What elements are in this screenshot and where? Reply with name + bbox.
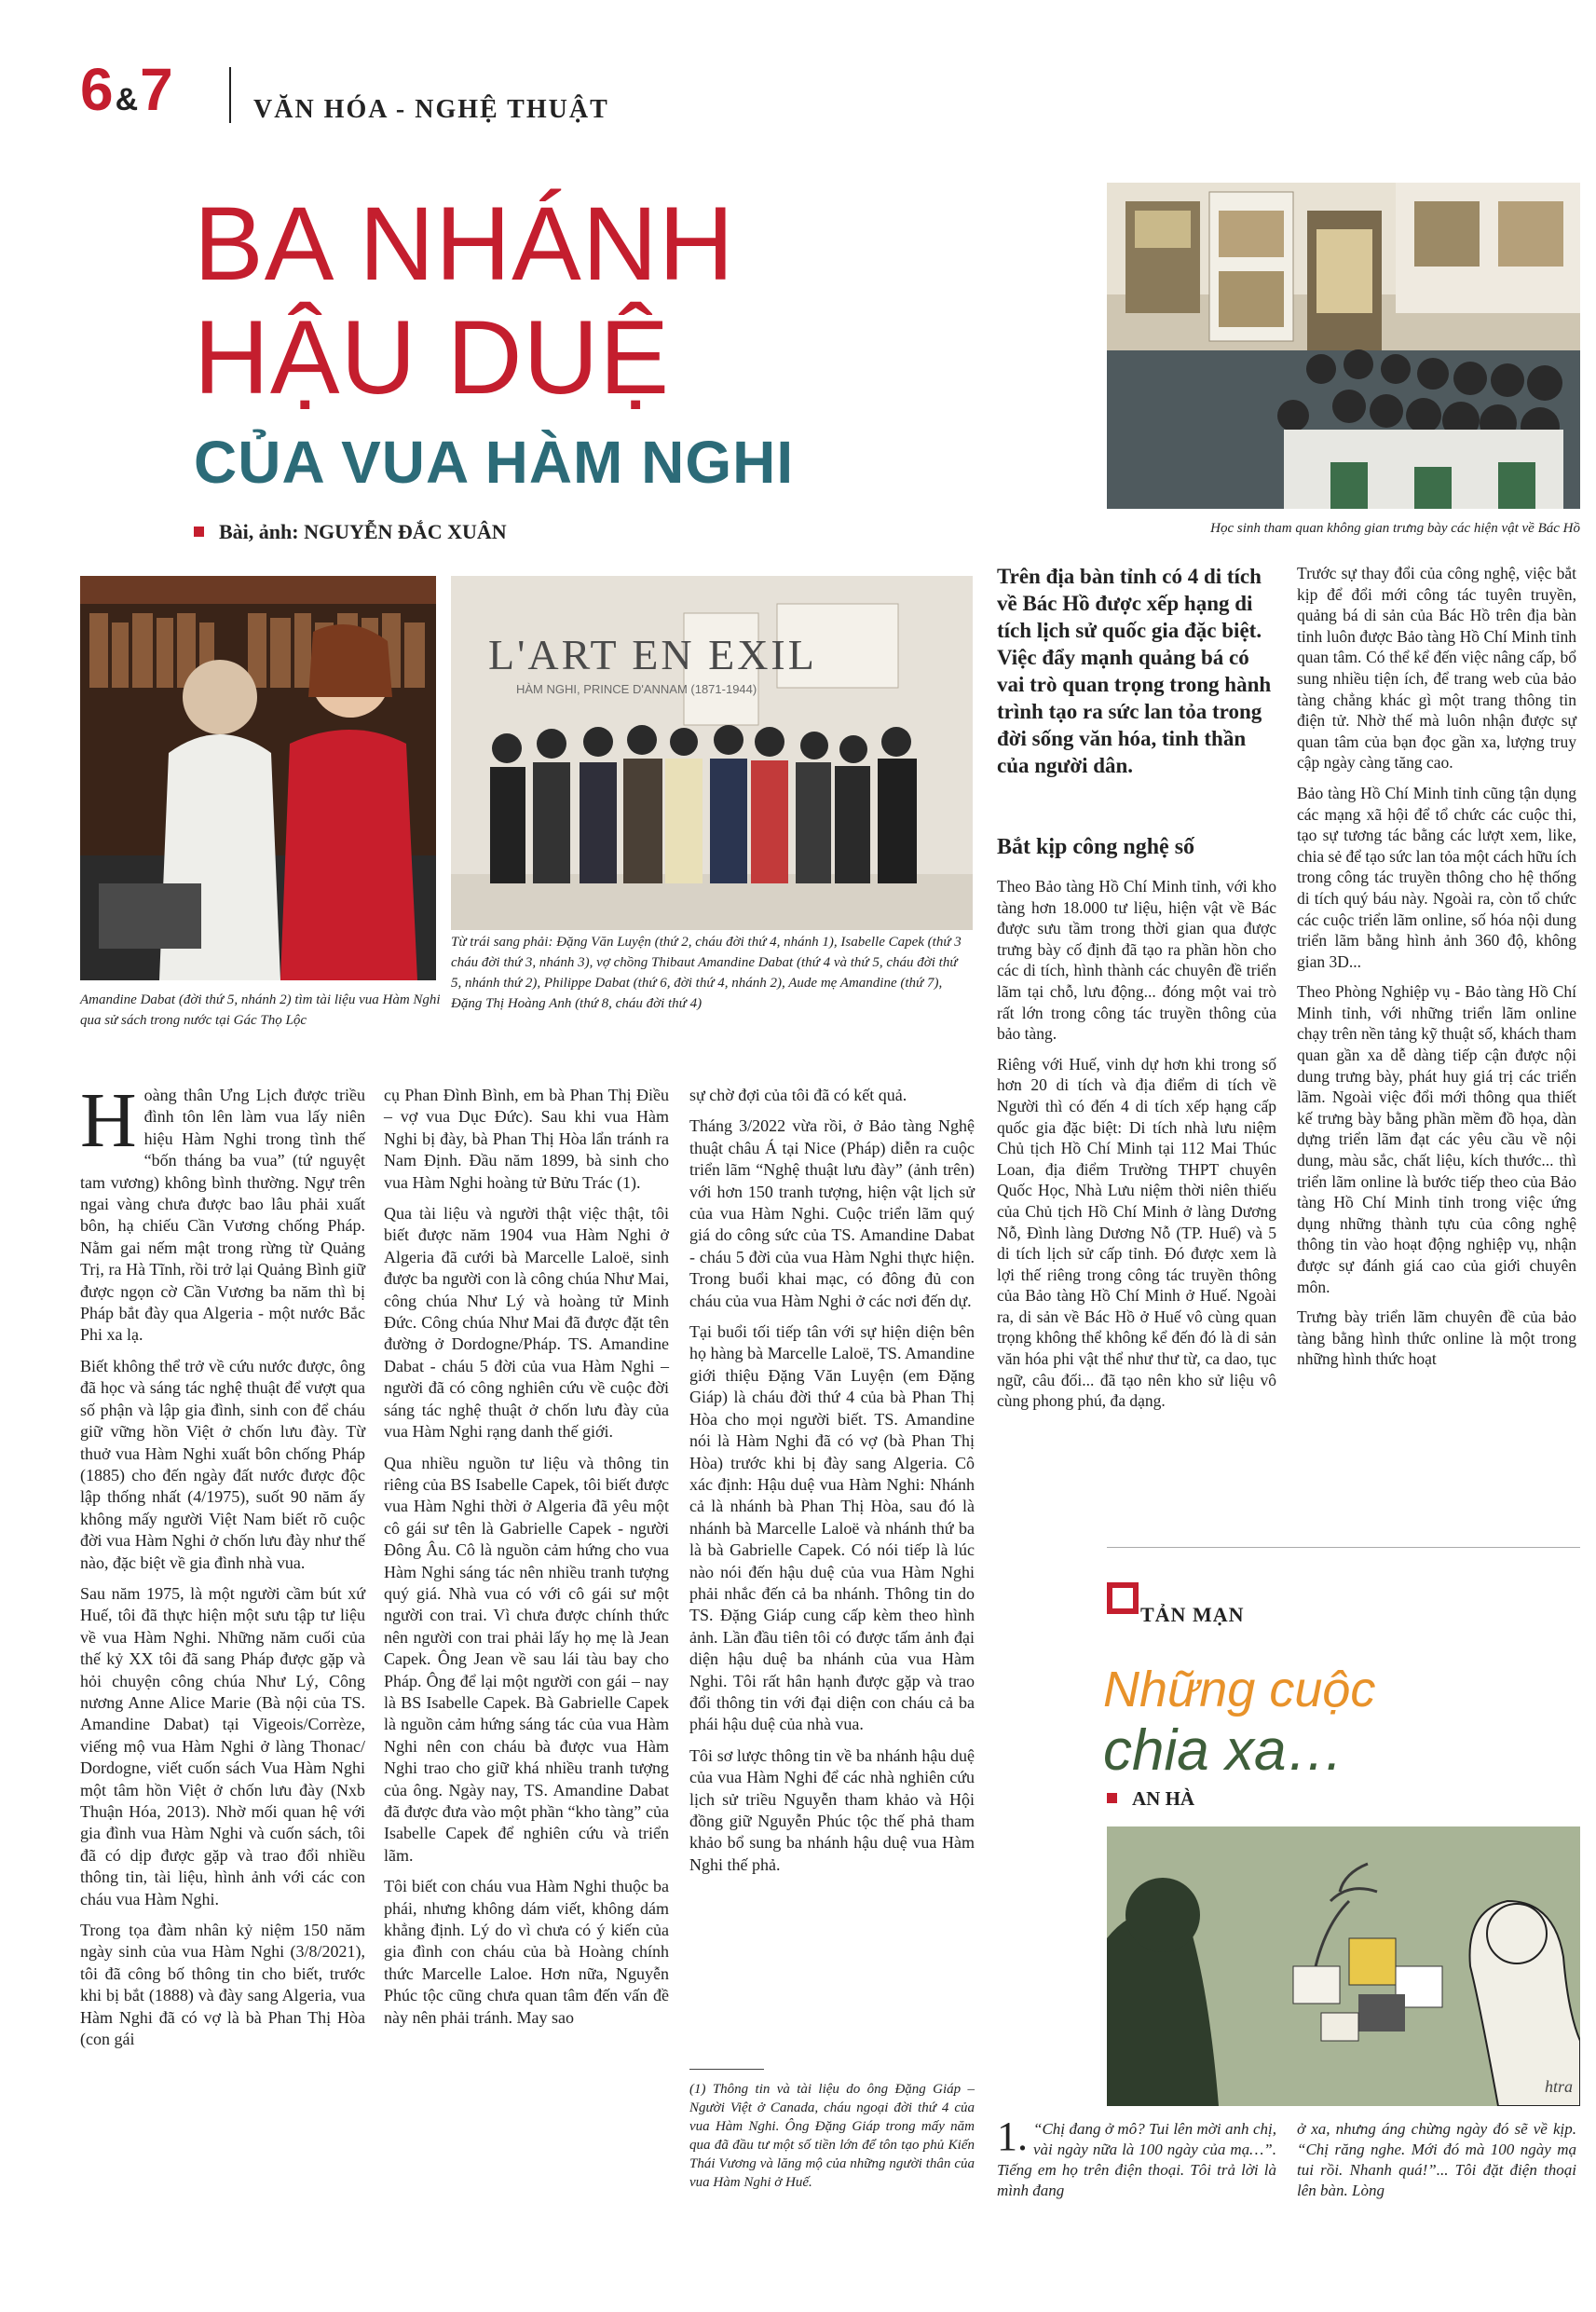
photo-exhibition-group-image <box>451 576 973 930</box>
article-column-2 <box>384 1085 669 2038</box>
exhibit-sign-text: L'ART EN EXIL <box>488 631 817 678</box>
caption-exhibition-group: Từ trái sang phải: Đặng Văn Luyện (thứ 2, cháu đời thứ 4, nhánh 1), Isabelle Capek (thứ 3 cháu đời thứ 3, nhánh 3), vợ chồng Thibaut Amandine Dabat (thứ 4 và thứ 5, cháu đời thứ 5, nhánh thứ 2), Philippe Dabat (thứ 6, đời thứ 4, nhánh 2), Aude mẹ Amandine (thứ 7), Đặng Thị Hoàng Anh (thứ 8, cháu đời thứ 4) <box>451 935 962 1011</box>
photo-exhibition-group <box>451 576 973 930</box>
page-number-left: 6 <box>80 56 114 123</box>
section-title: VĂN HÓA - NGHỆ THUẬT <box>253 95 609 124</box>
illustration-chia-xa-image <box>1107 1826 1580 2106</box>
right-col1-para-1: Theo Bảo tàng Hồ Chí Minh tỉnh, với kho tàng hơn 18.000 tư liệu, hiện vật về Bác được sưu tầm trong thời gian qua được trưng bày cố định đã tạo ra phần hồn cho các di tích, hình thành các chuyên đề triển lãm tại chỗ, lưu động... đóng một vai trò rất lớn trong công tác truyền thông của bảo tàng. <box>997 877 1276 1044</box>
tanman-label: TẢN MẠN <box>1140 1603 1245 1626</box>
right-col2-para-4: Trưng bày triển lãm chuyên đề của bảo tàng bằng hình thức online là một trong những hình thức hoạt <box>1297 1307 1576 1369</box>
right-col2-para-2: Bảo tàng Hồ Chí Minh tỉnh cũng tận dụng các mạng xã hội để tổ chức các cuộc thi, tạo sự tương tác bằng các lượt xem, like, chia sẻ để tạo sức lan tỏa một cách hữu ích trong công tác truyền thông cho hệ thống di tích quý báu này. Ngoài ra, còn tổ chức các cuộc triển lãm online, số hóa nội dung triển lãm bằng hình ảnh 360 độ, không gian 3D... <box>1297 783 1576 971</box>
right-article-lead: Trên địa bàn tỉnh có 4 di tích về Bác Hồ được xếp hạng di tích lịch sử quốc gia đặc biệt. Việc đẩy mạnh quảng bá có vai trò quan trọng trong hành trình tạo ra sức lan tỏa trong đời sống văn hóa, tinh thần của người dân. <box>997 565 1272 777</box>
page-number-right: 7 <box>140 56 173 123</box>
byline-text: Bài, ảnh: NGUYỄN ĐẮC XUÂN <box>219 520 507 543</box>
article-column-3 <box>689 1085 975 1885</box>
header-divider <box>229 67 231 123</box>
right-article-subhead: Bắt kịp công nghệ số <box>997 835 1195 859</box>
page-number <box>80 56 173 123</box>
illustration-chia-xa <box>1107 1826 1580 2106</box>
byline <box>194 520 507 544</box>
tanman-rule <box>1107 1547 1580 1548</box>
article-col2-para-4: Tôi biết con cháu vua Hàm Nghi thuộc ba phái, nhưng không dám viết, không dám khẳng định. Lý do vì chưa có ý kiến của gia đình con cháu của bà Hoàng chính thức Marcelle Laloe. Hơn nữa, Nguyễn Phúc tộc cũng chưa quan tâm đến vấn đề này nên phải tránh. May sao <box>384 1877 669 2027</box>
short-story-author <box>1107 1787 1194 1811</box>
article-col3-para-4: Tôi sơ lược thông tin về ba nhánh hậu duệ của vua Hàm Nghi để các nhà nghiên cứu lịch sử triều Nguyễn tham khảo và Hội đồng giữ Nguyễn Phúc tộc thế phả tham khảo bổ sung ba nhánh hậu duệ vua Hàm Nghi thế phả. <box>689 1745 975 1874</box>
caption-amandine-library: Amandine Dabat (đời thứ 5, nhánh 2) tìm tài liệu vua Hàm Nghi qua sử sách trong nước tại Gác Thọ Lộc <box>80 992 441 1028</box>
headline-line-3: CỦA VUA HÀM NGHI <box>194 429 795 496</box>
footnote: (1) Thông tin và tài liệu do ông Đặng Giáp – Người Việt ở Canada, cháu ngoại đời thứ 4 của vua Hàm Nghi. Ông Đặng Giáp trong mấy năm qua đã đầu tư một số tiền lớn để tôn tạo phủ Kiến Thái Vương và lăng mộ của những người thân của vua Hàm Nghi ở Huế. <box>689 2082 975 2190</box>
article-col2-para-3: Qua nhiều nguồn tư liệu và thông tin riêng của BS Isabelle Capek, tôi biết được vua Hàm Nghi thời ở Algeria đã yêu một cô gái sư tên là Gabrielle Capek - người Đông Âu. Cô là nguồn cảm hứng cho vua Hàm Nghi sáng tác nên nhiều tranh tượng quý giá. Nhà vua có với cô gái sư một người con trai. Vì chưa được chính thức nên người con trai phải lấy họ mẹ là Jean Capek. Ông Jean về sau lái tàu bay cho Pháp. Ông để lại một người con gái – nay là BS Isabelle Capek. Bà Gabrielle Capek là nguồn cảm hứng sáng tác của vua Hàm Nghi nên con cháu bà được vua Hàm Nghi trao cho giữ khá nhiều tranh tượng của ông. Ngày nay, TS. Amandine Dabat đã được đưa vào một phần “kho tàng” của Isabelle Capek để nghiên cứu và triển lãm. <box>384 1453 669 1865</box>
dropcap: H <box>80 1077 137 1164</box>
photo-students-museum-image <box>1107 183 1580 509</box>
article-col1-para-1-text: oàng thân Ưng Lịch được triều đình tôn lên làm vua lấy niên hiệu Hàm Nghi trong tình thế “bốn tháng ba vua” (tứ nguyệt tam vương) không bình thường. Ngự trên ngai vàng chưa được bao lâu phải xuất bôn, hạ chiếu Cần Vương chống Pháp. Nằm gai nếm mật trong rừng từ Quảng Trị, ra Hà Tĩnh, rồi trở lại Quảng Bình giữ được ngọn cờ Cần Vương ba năm thì bị Pháp bắt đày qua Algeria - một nước Bắc Phi xa lạ. <box>80 1086 365 1345</box>
tanman-box-icon <box>1107 1582 1139 1614</box>
footnote-divider <box>689 2069 764 2070</box>
headline-line-2: HẬU DUỆ <box>194 299 671 416</box>
article-column-1 <box>80 1077 365 2059</box>
article-col1-para-2: Biết không thể trở về cứu nước được, ông đã học và sáng tác nghệ thuật để vượt qua số phận và lập gia đình, sinh con để cháu giữ vững hồn Việt ở chốn lưu đày. Từ thuở vua Hàm Nghi xuất bôn chống Pháp (1885) cho đến ngày đất nước được độc lập thống nhất (4/1975), suốt 90 năm ấy không mấy người Việt Nam biết rõ cuộc đời vua Hàm Nghi ở chốn lưu đày như thế nào, đặc biệt về gia đình nhà vua. <box>80 1356 365 1572</box>
article-col2-para-2: Qua tài liệu và người thật việc thật, tôi biết được năm 1904 vua Hàm Nghi ở Algeria đã cưới bà Marcelle Laloë, sinh được ba người con là công chúa Như Mai, công chúa Như Lý và hoàng tử Minh Đức. Công chúa Như Mai đã được đặt tên đường ở Dordogne/Pháp. TS. Amandine Dabat - cháu 5 đời của vua Hàm Nghi – người đã có công nghiên cứu về cuộc đời sáng tác nghệ thuật ở chốn lưu đày của vua Hàm Nghi rạng danh thế giới. <box>384 1204 669 1442</box>
short-story-title-1: Những cuộc <box>1103 1662 1376 1717</box>
right-article-column-1 <box>997 876 1276 1421</box>
article-col1-para-3: Sau năm 1975, là một người cầm bút xứ Huế, tôi đã thực hiện một sưu tập tư liệu về vua Hàm Nghi. Những năm cuối của thế kỷ XX tôi đã sang Pháp được gặp và hỏi chuyện công chúa Như Lý, Công nương Anne Alice Marie (Bà nội của TS. Amandine Dabat) tại Vigeois/Corrèze, viếng mộ vua Hàm Nghi ở làng Thonac/ Dordogne, viết cuốn sách Vua Hàm Nghi một tâm hồn Việt ở chốn lưu đày (Nxb Thuận Hóa, 2013). Nhờ mối quan hệ với gia đình vua Hàm Nghi và cuốn sách, tôi đã có dịp được gặp và trao đổi nhiều thông tin, tài liệu, hình ảnh với các con cháu vua Hàm Nghi. <box>80 1583 365 1908</box>
short-story-col1-text: “Chị đang ở mô? Tui lên mời anh chị, vài ngày nữa là 100 ngày của mạ…”. Tiếng em họ trên điện thoại. Tôi trả lời là mình đang <box>997 2120 1276 2199</box>
short-story-title-2: chia xa… <box>1103 1718 1344 1783</box>
page-number-ampersand: & <box>115 82 139 117</box>
article-col2-para-1: cụ Phan Đình Bình, em bà Phan Thị Điều – vợ vua Dục Đức). Sau khi vua Hàm Nghi bị đày, bà Phan Thị Hòa lẩn tránh ra Nam Định. Đầu năm 1899, bà sinh cho vua Hàm Nghi hoàng tử Bửu Trác (1). <box>384 1086 669 1192</box>
short-story-number: 1. <box>997 2114 1028 2159</box>
right-col2-para-1: Trước sự thay đổi của công nghệ, việc bắt kịp để đổi mới công tác tuyên truyền, quảng bá di sản của Bác Hồ trên địa bàn tỉnh luôn được Bảo tàng Hồ Chí Minh tỉnh quan tâm. Có thể kể đến việc nâng cấp, bổ sung nhiều tiện ích, để trang web của bảo tàng chẳng khác gì một trang thông tin điện tử. Nhờ thế mà luôn nhận được sự quan tâm của bạn đọc gần xa, lượng truy cập ngày càng tăng cao. <box>1297 564 1576 773</box>
photo-students-museum <box>1107 183 1580 509</box>
exhibit-sign-subtitle: HÀM NGHI, PRINCE D'ANNAM (1871-1944) <box>516 682 757 696</box>
right-col2-para-3: Theo Phòng Nghiệp vụ - Bảo tàng Hồ Chí Minh tỉnh, với những triển lãm online chạy trên nền tảng kỹ thuật số, khách tham quan gần xa dễ dàng tiếp cận được nội dung trưng bày, phát huy giá trị các triển lãm. Ngoài việc đổi mới thông qua thiết kế trưng bày bằng phần mềm đồ họa, dàn dựng triển lãm đạt các yêu cầu về nội dung, màu sắc, chất liệu, kích thước... thì triển lãm online là bước tiếp theo của Bảo tàng Hồ Chí Minh tỉnh trong việc ứng dụng những thành tựu của công nghệ thông tin vào hoạt động nghiệp vụ, nhận được sự đánh giá cao của giới chuyên môn. <box>1297 982 1576 1296</box>
article-col3-para-1: sự chờ đợi của tôi đã có kết quả. <box>689 1086 907 1104</box>
article-col1-para-4: Trong tọa đàm nhân kỷ niệm 150 năm ngày sinh của vua Hàm Nghi (3/8/2021), tôi đã công bố thông tin cho biết, trước khi bị bắt (1888) và đày sang Algeria, vua Hàm Nghi đã có vợ là bà Phan Thị Hòa (con gái <box>80 1921 365 2049</box>
right-article-column-2 <box>1297 563 1576 1379</box>
article-col1-para-1 <box>80 1077 365 1347</box>
short-story-col2-text: ở xa, nhưng áng chừng ngày đó sẽ về kịp. “Chị răng nghe. Mới đó mà 100 ngày mạ tui rồi. Nhanh quá!”... Tôi đặt điện thoại lên bàn. Lòng <box>1297 2120 1576 2199</box>
caption-students-museum: Học sinh tham quan không gian trưng bày các hiện vật về Bác Hồ <box>1210 521 1580 536</box>
short-story-column-2 <box>1297 2119 1576 2201</box>
headline-line-1: BA NHÁNH <box>194 185 735 302</box>
article-col3-para-3: Tại buổi tối tiếp tân với sự hiện diện bên họ hàng bà Marcelle Laloë, TS. Amandine giới thiệu Đặng Văn Luyện (em Đặng Giáp) là cháu đời thứ 4 của bà Phan Thị Hòa cho mọi người biết. TS. Amandine nói là Hàm Nghi đã có vợ (bà Phan Thị Hòa) trước khi bị đày sang Algeria. Cô xác định: Hậu duệ vua Hàm Nghi: Nhánh cả là nhánh bà Phan Thị Hòa, sau đó là nhánh bà Marcelle Laloë và nhánh thứ ba là bà Gabrielle Capek. Có nói tiếp là lúc nào nói đến hậu duệ của vua Hàm Nghi phải nhắc đến cả ba nhánh. Thông tin do TS. Đặng Giáp cung cấp kèm theo hình ảnh. Lần đầu tiên tôi có được tấm ảnh đại diện hậu duệ ba nhánh của vua Hàm Nghi. Tôi rất hân hạnh được gặp và trao đổi thông tin với đại diện con cháu cả ba phái hậu duệ của nhà vua. <box>689 1322 975 1734</box>
photo-amandine-library-image <box>80 576 436 980</box>
short-story-column-1 <box>997 2114 1276 2201</box>
short-story-author-text: AN HÀ <box>1132 1787 1195 1810</box>
illustration-signature: htra <box>1545 2077 1574 2096</box>
photo-amandine-library <box>80 576 436 980</box>
bullet-square-icon <box>1107 1793 1117 1803</box>
right-col1-para-2: Riêng với Huế, vinh dự hơn khi trong số hơn 20 di tích và địa điểm di tích về Người thì có đến 4 di tích xếp hạng cấp quốc gia đặc biệt: Di tích nhà lưu niệm Chủ tịch Hồ Chí Minh tại 112 Mai Thúc Loan, địa điểm Trường THPT chuyên Quốc Học, Nhà Lưu niệm thời niên thiếu của Chủ tịch Hồ Chí Minh ở làng Dương Nỗ, Đình làng Dương Nỗ (TP. Huế) và 5 di tích lịch sử cấp tỉnh. Đó được xem là lợi thế riêng trong công tác truyền thông của Bảo tàng Hồ Chí Minh ở Huế. Ngoài ra, di sản về Bác Hồ ở Huế vô cùng quan trọng không thể không kể đến đó là di sản văn hóa phi vật thể như thư từ, ca dao, tục ngữ, câu đối... đã tạo nên kho sử liệu vô cùng phong phú, đa dạng. <box>997 1054 1276 1411</box>
article-col3-para-2: Tháng 3/2022 vừa rồi, ở Bảo tàng Nghệ thuật châu Á tại Nice (Pháp) diễn ra cuộc triển lãm “Nghệ thuật lưu đày” (ảnh trên) với hơn 150 tranh tượng, hiện vật lịch sử của vua Hàm Nghi. Cuộc triển lãm quý giá do công sức của TS. Amandine Dabat - cháu 5 đời của vua Hàm Nghi thực hiện. Trong buổi khai mạc, có đông đủ con cháu của vua Hàm Nghi ở các nơi đến dự. <box>689 1116 975 1310</box>
bullet-square-icon <box>194 527 204 537</box>
